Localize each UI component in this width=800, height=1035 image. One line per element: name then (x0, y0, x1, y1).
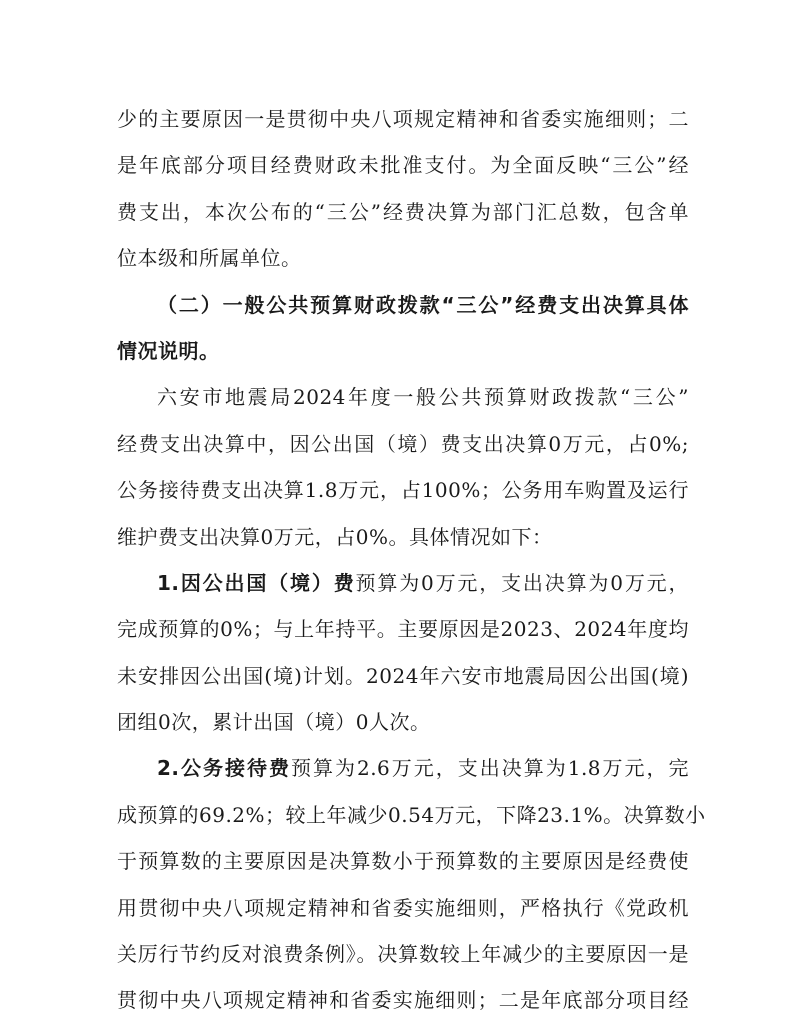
subsection-paragraph-line (117, 745, 689, 791)
paragraph-line: 用贯彻中央八项规定精神和省委实施细则，严格执行《党政机 (117, 895, 689, 920)
subsection-text: 预算为2.6万元，支出决算为1.8万元，完 (290, 756, 689, 781)
paragraph-line: 是年底部分项目经费财政未批准支付。为全面反映“三公”经 (117, 153, 689, 178)
paragraph-line: 贯彻中央八项规定精神和省委实施细则；二是年底部分项目经 (117, 988, 689, 1013)
section-heading: （二）一般公共预算财政拨款“三公”经费支出决算具体 (157, 292, 689, 317)
paragraph-line: 少的主要原因一是贯彻中央八项规定精神和省委实施细则；二 (117, 107, 689, 131)
paragraph-line: 六安市地震局2024年度一般公共预算财政拨款“三公” (157, 385, 689, 410)
subsection-paragraph-line (117, 560, 689, 606)
subsection-title: 1.因公出国（境）费 (157, 570, 356, 595)
paragraph-line: 费支出，本次公布的“三公”经费决算为部门汇总数，包含单 (117, 199, 689, 224)
paragraph-line: 于预算数的主要原因是决算数小于预算数的主要原因是经费使 (117, 849, 689, 874)
paragraph-line: 成预算的69.2%；较上年减少0.54万元，下降23.1%。决算数小 (117, 802, 706, 827)
paragraph-line: 公务接待费支出决算1.8万元，占100%；公务用车购置及运行 (117, 478, 689, 503)
document-body (117, 96, 706, 1024)
subsection-title: 2.公务接待费 (157, 756, 291, 781)
paragraph-line: 团组0次，累计出国（境）0人次。 (117, 710, 431, 735)
paragraph-line: 经费支出决算中，因公出国（境）费支出决算0万元，占0%; (117, 431, 689, 456)
paragraph-line: 完成预算的0%；与上年持平。主要原因是2023、2024年度均 (117, 617, 689, 642)
paragraph-line: 未安排因公出国(境)计划。2024年六安市地震局因公出国(境) (117, 663, 689, 688)
paragraph-line: 位本级和所属单位。 (117, 246, 302, 271)
subsection-text: 预算为0万元，支出决算为0万元， (355, 570, 689, 595)
paragraph-line: 关厉行节约反对浪费条例》。决算数较上年减少的主要原因一是 (117, 942, 689, 967)
paragraph-line: 维护费支出决算0万元，占0%。具体情况如下： (117, 524, 553, 549)
section-heading: 情况说明。 (117, 338, 220, 363)
